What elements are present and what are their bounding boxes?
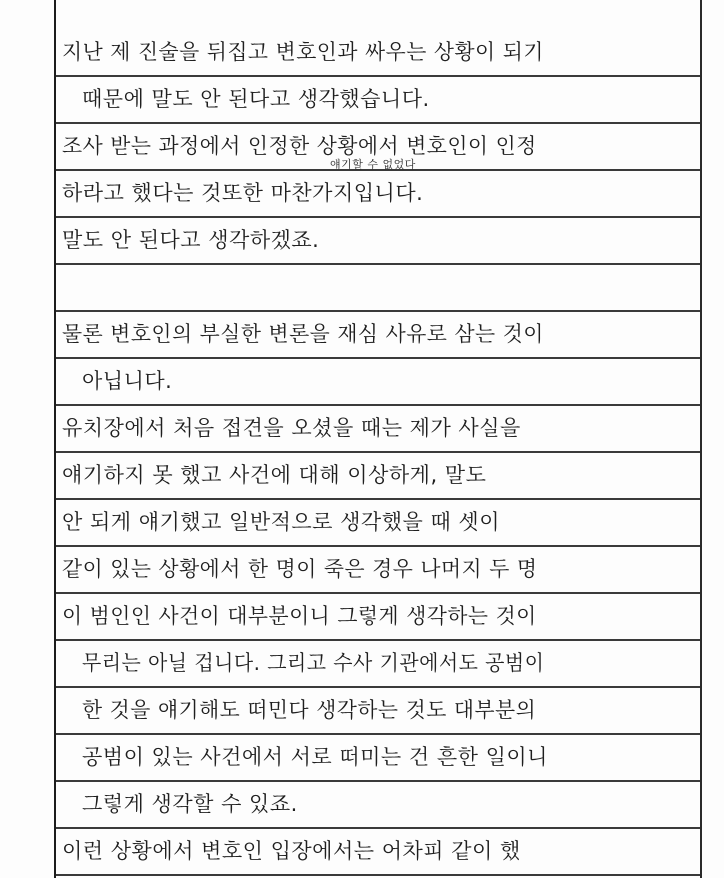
line-text: 조사 받는 과정에서 인정한 상황에서 변호인이 인정	[62, 134, 537, 158]
page-right-border	[700, 0, 702, 878]
line-text: 때문에 말도 안 된다고 생각했습니다.	[82, 87, 430, 111]
line-text: 물론 변호인의 부실한 변론을 재심 사유로 삼는 것이	[62, 322, 544, 346]
text-line	[56, 594, 700, 641]
margin-annotation: 얘기할 수 없었다	[330, 158, 416, 171]
line-text: 이런 상황에서 변호인 입장에서는 어차피 같이 했	[62, 839, 521, 863]
text-line	[56, 359, 700, 406]
line-text: 아닙니다.	[82, 369, 173, 393]
text-line	[56, 829, 700, 876]
line-text: 공범이 있는 사건에서 서로 떠미는 건 흔한 일이니	[82, 745, 548, 769]
text-line	[56, 782, 700, 829]
text-line	[56, 547, 700, 594]
ruled-lines	[56, 0, 700, 878]
text-line	[56, 406, 700, 453]
line-text: 유치장에서 처음 접견을 오셨을 때는 제가 사실을	[62, 416, 521, 440]
text-line	[56, 171, 700, 218]
line-text: 이 범인인 사건이 대부분이니 그렇게 생각하는 것이	[62, 604, 537, 628]
text-line	[56, 500, 700, 547]
line-text: 무리는 아닐 겁니다. 그리고 수사 기관에서도 공범이	[82, 651, 545, 675]
text-line	[56, 312, 700, 359]
text-line	[56, 218, 700, 265]
text-line	[56, 688, 700, 735]
blank-line	[56, 265, 700, 312]
text-line	[56, 77, 700, 124]
line-text: 그렇게 생각할 수 있죠.	[82, 792, 298, 816]
text-line	[56, 453, 700, 500]
text-line	[56, 641, 700, 688]
line-text: 얘기하지 못 했고 사건에 대해 이상하게, 말도	[62, 463, 487, 487]
line-text: 같이 있는 상황에서 한 명이 죽은 경우 나머지 두 명	[62, 557, 538, 581]
line-text: 지난 제 진술을 뒤집고 변호인과 싸우는 상황이 되기	[62, 40, 544, 64]
line-text: 말도 안 된다고 생각하겠죠.	[62, 228, 320, 252]
text-line	[56, 735, 700, 782]
text-line	[56, 30, 700, 77]
line-text: 하라고 했다는 것또한 마찬가지입니다.	[62, 181, 424, 205]
line-text: 한 것을 얘기해도 떠민다 생각하는 것도 대부분의	[82, 698, 537, 722]
line-text: 안 되게 얘기했고 일반적으로 생각했을 때 셋이	[62, 510, 500, 534]
